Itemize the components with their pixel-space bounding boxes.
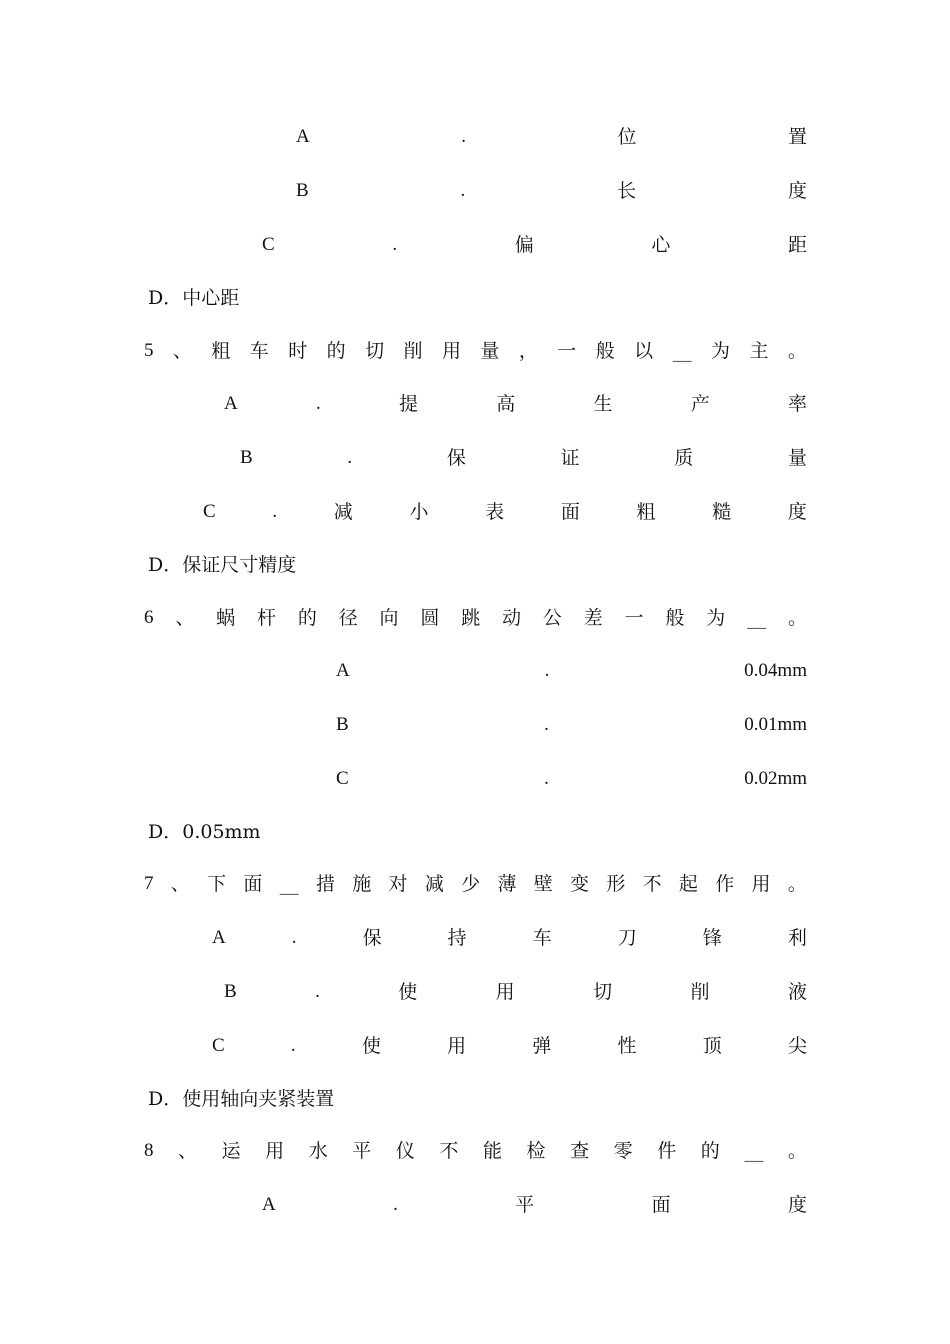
text-token: 7 — [144, 873, 154, 894]
text-token: 保 — [446, 447, 466, 469]
text-token: 切 — [365, 340, 385, 362]
text-token: A — [262, 1194, 276, 1215]
text-token: 顶 — [702, 1035, 722, 1057]
text-token: 切 — [593, 981, 613, 1003]
q7-option-a — [212, 924, 807, 952]
text-token: 粗 — [211, 340, 231, 362]
q7-option-c — [212, 1032, 807, 1060]
q6-option-d: D．0.05mm — [148, 821, 261, 843]
text-token: 施 — [352, 873, 372, 895]
q6-option-a — [336, 657, 807, 685]
text-token: 性 — [617, 1035, 637, 1057]
text-token: B — [240, 447, 253, 468]
text-token: C — [262, 234, 275, 255]
q7-option-d: D．使用轴向夹紧装置 — [148, 1088, 335, 1110]
text-token: 作 — [715, 873, 735, 895]
text-token: 率 — [787, 393, 807, 415]
text-token: 位 — [617, 126, 637, 148]
text-token: 以 — [634, 340, 654, 362]
q5-option-a — [224, 390, 807, 418]
text-token: __ — [747, 607, 767, 629]
text-token: 尖 — [787, 1035, 807, 1057]
text-token: . — [544, 714, 549, 735]
text-token: 度 — [787, 180, 807, 202]
text-token: 提 — [398, 393, 418, 415]
text-token: 措 — [315, 873, 335, 895]
text-token: 弹 — [532, 1035, 552, 1057]
text-token: . — [315, 393, 321, 414]
text-token: 高 — [496, 393, 516, 415]
text-token: 糙 — [712, 501, 732, 523]
text-token: 主 — [749, 340, 769, 362]
text-token: 表 — [485, 501, 505, 523]
text-token: 5 — [144, 340, 154, 361]
text-token: C — [212, 1035, 225, 1056]
text-token: 圆 — [420, 607, 440, 629]
text-token: 、 — [170, 873, 190, 895]
text-token: A — [336, 660, 350, 681]
text-token: 刀 — [617, 927, 637, 949]
q5-option-c — [203, 498, 807, 526]
text-token: 量 — [480, 340, 500, 362]
text-token: 能 — [482, 1140, 502, 1162]
text-token: 时 — [288, 340, 308, 362]
text-token: 公 — [542, 607, 562, 629]
text-token: 变 — [570, 873, 590, 895]
text-token: 平 — [515, 1194, 535, 1216]
text-token: 为 — [711, 340, 731, 362]
text-token: B — [336, 714, 349, 735]
text-token: 持 — [447, 927, 467, 949]
q4-option-a — [296, 123, 807, 151]
text-token: 为 — [706, 607, 726, 629]
text-token: . — [272, 501, 278, 522]
text-token: 对 — [388, 873, 408, 895]
text-token: 产 — [690, 393, 710, 415]
text-token: A — [296, 126, 310, 147]
text-token: 、 — [172, 340, 192, 362]
text-token: 偏 — [514, 234, 534, 256]
text-token: 下 — [207, 873, 227, 895]
text-token: 证 — [560, 447, 580, 469]
q6-question — [144, 604, 807, 632]
text-token: 0.02mm — [744, 768, 807, 789]
text-token: A — [224, 393, 238, 414]
text-token: 一 — [557, 340, 577, 362]
text-token: 蜗 — [216, 607, 236, 629]
text-token: 粗 — [636, 501, 656, 523]
text-token: 仪 — [395, 1140, 415, 1162]
text-token: __ — [744, 1140, 764, 1162]
text-token: 。 — [787, 340, 807, 362]
text-token: 距 — [787, 234, 807, 256]
text-token: 保 — [362, 927, 382, 949]
text-token: 减 — [424, 873, 444, 895]
text-token: 削 — [403, 340, 423, 362]
text-token: 般 — [595, 340, 615, 362]
text-token: . — [290, 1035, 296, 1056]
text-token: . — [393, 1194, 398, 1215]
text-token: 用 — [495, 981, 515, 1003]
text-token: 心 — [651, 234, 671, 256]
text-token: __ — [672, 340, 692, 362]
text-token: 8 — [144, 1140, 154, 1161]
text-token: 、 — [175, 607, 195, 629]
text-token: B — [224, 981, 237, 1002]
text-token: 差 — [583, 607, 603, 629]
text-token: 不 — [439, 1140, 459, 1162]
text-token: 0.01mm — [744, 714, 807, 735]
text-token: C — [336, 768, 349, 789]
text-token: . — [347, 447, 353, 468]
text-token: 度 — [787, 501, 807, 523]
q5-question — [144, 337, 807, 365]
text-token: . — [315, 981, 320, 1002]
text-token: 度 — [787, 1194, 807, 1216]
text-token: 车 — [249, 340, 269, 362]
text-token: 查 — [570, 1140, 590, 1162]
text-token: 长 — [617, 180, 637, 202]
q4-option-b — [296, 177, 807, 205]
text-token: 动 — [502, 607, 522, 629]
text-token: 使 — [361, 1035, 381, 1057]
text-token: 液 — [787, 981, 807, 1003]
text-token: B — [296, 180, 309, 201]
text-token: ， — [518, 340, 538, 362]
text-token: 件 — [657, 1140, 677, 1162]
text-token: 0.04mm — [744, 660, 807, 681]
text-token: 起 — [678, 873, 698, 895]
q6-option-c — [336, 765, 807, 793]
text-token: 面 — [243, 873, 263, 895]
q7-option-b — [224, 978, 807, 1006]
text-token: 面 — [560, 501, 580, 523]
q8-question — [144, 1137, 807, 1165]
text-token: C — [203, 501, 216, 522]
text-token: 用 — [265, 1140, 285, 1162]
text-token: 检 — [526, 1140, 546, 1162]
text-token: 向 — [379, 607, 399, 629]
q6-option-b — [336, 711, 807, 739]
text-token: 平 — [352, 1140, 372, 1162]
text-token: 水 — [308, 1140, 328, 1162]
text-token: . — [392, 234, 398, 255]
q7-question — [144, 870, 807, 898]
text-token: 的 — [297, 607, 317, 629]
text-token: 形 — [606, 873, 626, 895]
text-token: 。 — [787, 607, 807, 629]
text-token: . — [544, 660, 550, 681]
text-token: 的 — [326, 340, 346, 362]
q4-option-c — [262, 231, 807, 259]
q5-option-b — [240, 444, 807, 472]
text-token: 杆 — [257, 607, 277, 629]
text-token: 一 — [624, 607, 644, 629]
text-token: 径 — [338, 607, 358, 629]
text-token: 用 — [447, 1035, 467, 1057]
text-token: 。 — [787, 873, 807, 895]
text-token: 运 — [221, 1140, 241, 1162]
text-token: 小 — [409, 501, 429, 523]
text-token: 削 — [690, 981, 710, 1003]
q4-option-d: D．中心距 — [148, 287, 240, 309]
text-token: . — [544, 768, 549, 789]
text-token: 用 — [441, 340, 461, 362]
text-token: . — [460, 180, 466, 201]
text-token: 用 — [751, 873, 771, 895]
text-token: 不 — [642, 873, 662, 895]
text-token: 车 — [532, 927, 552, 949]
text-token: __ — [279, 873, 299, 895]
text-token: 质 — [674, 447, 694, 469]
text-token: 利 — [787, 927, 807, 949]
text-token: 跳 — [461, 607, 481, 629]
text-token: 壁 — [533, 873, 553, 895]
text-token: 使 — [398, 981, 418, 1003]
q8-option-a — [262, 1191, 807, 1219]
q5-option-d: D．保证尺寸精度 — [148, 554, 297, 576]
text-token: 置 — [787, 126, 807, 148]
text-token: 减 — [333, 501, 353, 523]
text-token: 面 — [651, 1194, 671, 1216]
text-token: 量 — [787, 447, 807, 469]
text-token: 少 — [461, 873, 481, 895]
text-token: 、 — [178, 1140, 198, 1162]
text-token: 的 — [700, 1140, 720, 1162]
text-token: 6 — [144, 607, 154, 628]
text-token: . — [291, 927, 297, 948]
text-token: 锋 — [702, 927, 722, 949]
text-token: 零 — [613, 1140, 633, 1162]
text-token: 。 — [787, 1140, 807, 1162]
text-token: 薄 — [497, 873, 517, 895]
text-token: A — [212, 927, 226, 948]
text-token: 生 — [593, 393, 613, 415]
text-token: 般 — [665, 607, 685, 629]
text-token: . — [461, 126, 466, 147]
